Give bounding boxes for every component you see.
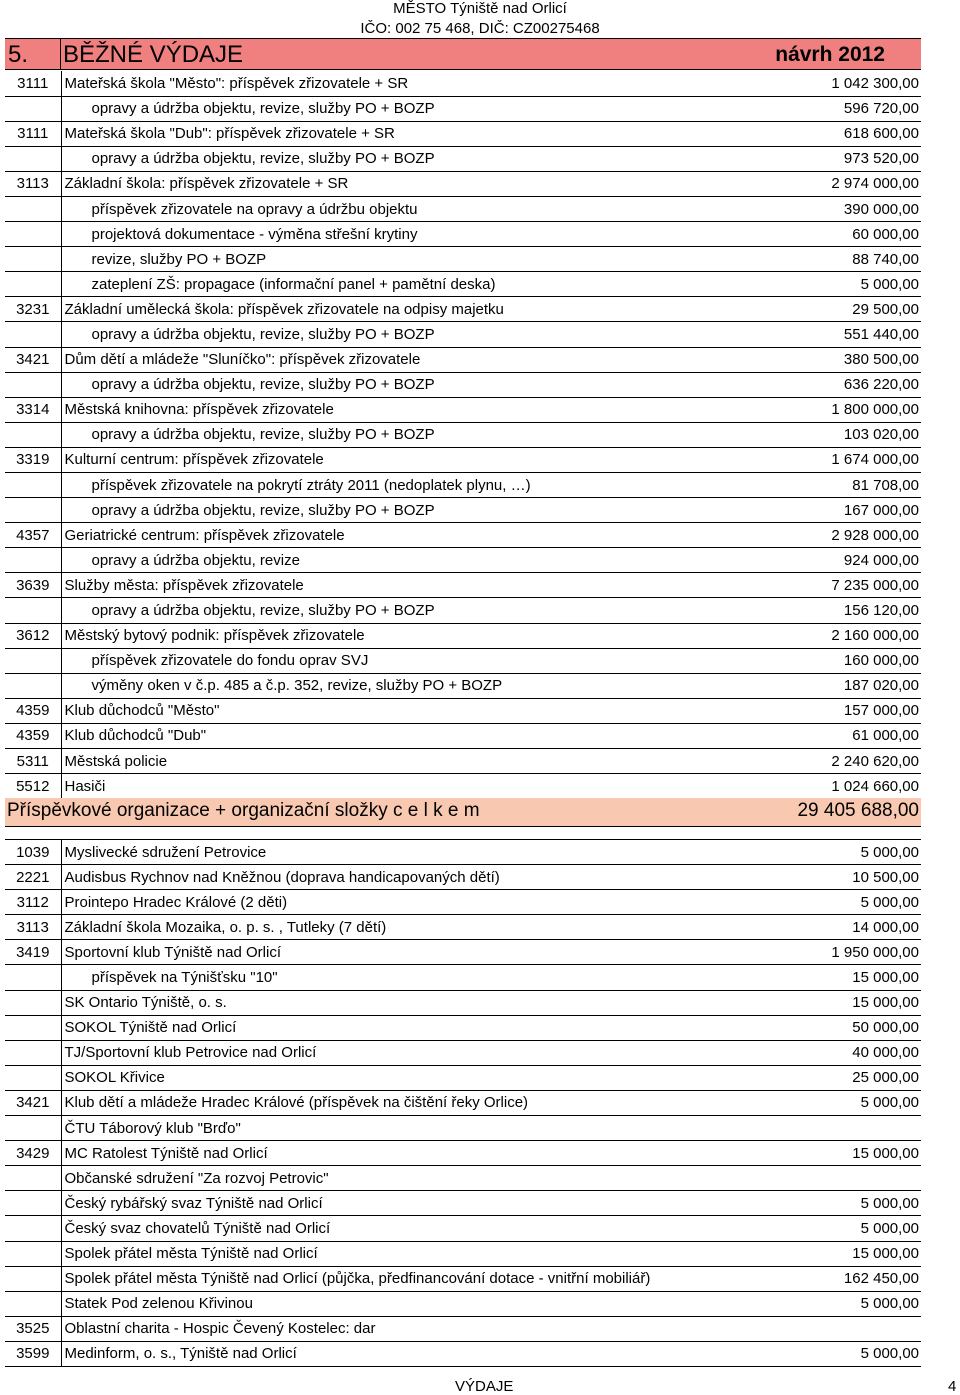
row-text: ČTU Táborový klub "Brďo" — [61, 1116, 711, 1141]
row-text: příspěvek zřizovatele do fondu oprav SVJ — [61, 648, 711, 673]
row-text: Klub dětí a mládeže Hradec Králové (příspěvek na čištění řeky Orlice) — [61, 1090, 711, 1115]
page-number: 4 — [948, 1378, 957, 1395]
table-row — [5, 146, 921, 171]
row-value: 390 000,00 — [711, 196, 921, 221]
row-value: 636 220,00 — [711, 372, 921, 397]
table-row — [5, 673, 921, 698]
table-row — [5, 1341, 921, 1366]
row-value: 103 020,00 — [711, 422, 921, 447]
row-value: 2 160 000,00 — [711, 623, 921, 648]
row-value — [711, 1316, 921, 1341]
row-code: 3231 — [5, 297, 61, 322]
row-text: příspěvek zřizovatele na opravy a údržbu objektu — [61, 196, 711, 221]
table-row — [5, 447, 921, 472]
row-code — [5, 372, 61, 397]
row-text: Městský bytový podnik: příspěvek zřizovatele — [61, 623, 711, 648]
row-code: 5311 — [5, 749, 61, 774]
row-value: 187 020,00 — [711, 673, 921, 698]
row-code: 3111 — [5, 121, 61, 146]
table-row — [5, 965, 921, 990]
table-row — [5, 121, 921, 146]
row-text: SOKOL Křivice — [61, 1065, 711, 1090]
row-text: SOKOL Týniště nad Orlicí — [61, 1015, 711, 1040]
section-title-bar — [5, 38, 921, 70]
section-number: 5. — [8, 41, 29, 68]
row-text: Městská policie — [61, 749, 711, 774]
row-code — [5, 598, 61, 623]
row-text: Český rybářský svaz Týniště nad Orlicí — [61, 1191, 711, 1216]
table-row — [5, 523, 921, 548]
row-code — [5, 196, 61, 221]
row-text: Služby města: příspěvek zřizovatele — [61, 573, 711, 598]
row-code: 3639 — [5, 573, 61, 598]
row-code — [5, 965, 61, 990]
table-row — [5, 623, 921, 648]
row-code: 3112 — [5, 890, 61, 915]
row-text: opravy a údržba objektu, revize, služby PO + BOZP — [61, 146, 711, 171]
row-code — [5, 272, 61, 297]
row-text: Základní umělecká škola: příspěvek zřizovatele na odpisy majetku — [61, 297, 711, 322]
row-code — [5, 1065, 61, 1090]
row-value: 1 042 300,00 — [711, 71, 921, 96]
row-value: 5 000,00 — [711, 1291, 921, 1316]
row-code: 3113 — [5, 171, 61, 196]
row-text: Dům dětí a mládeže "Sluníčko": příspěvek zřizovatele — [61, 347, 711, 372]
row-value: 2 240 620,00 — [711, 749, 921, 774]
row-value: 29 500,00 — [711, 297, 921, 322]
table-row — [5, 71, 921, 96]
row-value: 1 674 000,00 — [711, 447, 921, 472]
row-code — [5, 1015, 61, 1040]
contributions-table — [5, 71, 921, 799]
table-row — [5, 322, 921, 347]
row-text: Prointepo Hradec Králové (2 děti) — [61, 890, 711, 915]
row-value — [711, 1116, 921, 1141]
row-value: 88 740,00 — [711, 247, 921, 272]
table-row — [5, 171, 921, 196]
row-value: 25 000,00 — [711, 1065, 921, 1090]
row-value: 973 520,00 — [711, 146, 921, 171]
table-row — [5, 222, 921, 247]
table-row — [5, 397, 921, 422]
row-value: 50 000,00 — [711, 1015, 921, 1040]
row-text: opravy a údržba objektu, revize, služby PO + BOZP — [61, 322, 711, 347]
year-label: návrh 2012 — [775, 43, 885, 66]
row-text: MC Ratolest Týniště nad Orlicí — [61, 1141, 711, 1166]
row-code: 4359 — [5, 723, 61, 748]
table-row — [5, 915, 921, 940]
table-row — [5, 96, 921, 121]
row-value: 61 000,00 — [711, 723, 921, 748]
row-text: Myslivecké sdružení Petrovice — [61, 840, 711, 865]
table-row — [5, 1266, 921, 1291]
row-code: 3421 — [5, 347, 61, 372]
table-row — [5, 1316, 921, 1341]
row-text: Český svaz chovatelů Týniště nad Orlicí — [61, 1216, 711, 1241]
row-value: 160 000,00 — [711, 648, 921, 673]
row-code — [5, 548, 61, 573]
total-row — [5, 798, 921, 827]
table-row — [5, 422, 921, 447]
row-value: 10 500,00 — [711, 865, 921, 890]
row-text: SK Ontario Týniště, o. s. — [61, 990, 711, 1015]
row-value: 5 000,00 — [711, 272, 921, 297]
row-code: 3599 — [5, 1341, 61, 1366]
table-row — [5, 247, 921, 272]
row-value: 924 000,00 — [711, 548, 921, 573]
row-value — [711, 1166, 921, 1191]
table-row — [5, 865, 921, 890]
row-text: Medinform, o. s., Týniště nad Orlicí — [61, 1341, 711, 1366]
row-text: opravy a údržba objektu, revize, služby PO + BOZP — [61, 96, 711, 121]
row-code: 3429 — [5, 1141, 61, 1166]
row-text: Kulturní centrum: příspěvek zřizovatele — [61, 447, 711, 472]
row-code — [5, 1266, 61, 1291]
row-code: 3319 — [5, 447, 61, 472]
row-value: 2 928 000,00 — [711, 523, 921, 548]
row-text: TJ/Sportovní klub Petrovice nad Orlicí — [61, 1040, 711, 1065]
row-code — [5, 322, 61, 347]
row-value: 7 235 000,00 — [711, 573, 921, 598]
row-text: opravy a údržba objektu, revize — [61, 548, 711, 573]
row-code — [5, 1241, 61, 1266]
row-value: 1 950 000,00 — [711, 940, 921, 965]
row-text: opravy a údržba objektu, revize, služby PO + BOZP — [61, 498, 711, 523]
table-row — [5, 548, 921, 573]
table-row — [5, 698, 921, 723]
row-code — [5, 247, 61, 272]
row-text: Spolek přátel města Týniště nad Orlicí — [61, 1241, 711, 1266]
row-code — [5, 498, 61, 523]
row-text: příspěvek zřizovatele na pokrytí ztráty 2011 (nedoplatek plynu, …) — [61, 473, 711, 498]
row-code: 4357 — [5, 523, 61, 548]
row-value: 5 000,00 — [711, 1216, 921, 1241]
table-row — [5, 473, 921, 498]
row-text: opravy a údržba objektu, revize, služby PO + BOZP — [61, 422, 711, 447]
row-value: 15 000,00 — [711, 1141, 921, 1166]
row-text: Spolek přátel města Týniště nad Orlicí (půjčka, předfinancování dotace - vnitřní mobiliář) — [61, 1266, 711, 1291]
table-row — [5, 1141, 921, 1166]
ids-header: IČO: 002 75 468, DIČ: CZ00275468 — [360, 20, 600, 37]
row-text: projektová dokumentace - výměna střešní krytiny — [61, 222, 711, 247]
row-value: 380 500,00 — [711, 347, 921, 372]
section-title: BĚŽNÉ VÝDAJE — [63, 41, 244, 68]
table-row — [5, 749, 921, 774]
row-value: 156 120,00 — [711, 598, 921, 623]
row-code — [5, 96, 61, 121]
table-row — [5, 774, 921, 799]
row-code: 3111 — [5, 71, 61, 96]
row-code: 4359 — [5, 698, 61, 723]
grants-table — [5, 839, 921, 1367]
row-value: 5 000,00 — [711, 1341, 921, 1366]
row-code — [5, 473, 61, 498]
row-code — [5, 1291, 61, 1316]
row-code: 3419 — [5, 940, 61, 965]
row-value: 5 000,00 — [711, 890, 921, 915]
table-row — [5, 1241, 921, 1266]
table-row — [5, 1116, 921, 1141]
row-value: 157 000,00 — [711, 698, 921, 723]
row-code: 3314 — [5, 397, 61, 422]
row-value: 15 000,00 — [711, 965, 921, 990]
table-row — [5, 498, 921, 523]
row-value: 40 000,00 — [711, 1040, 921, 1065]
row-value: 5 000,00 — [711, 1090, 921, 1115]
row-value: 60 000,00 — [711, 222, 921, 247]
row-code — [5, 1191, 61, 1216]
row-text: Sportovní klub Týniště nad Orlicí — [61, 940, 711, 965]
row-text: Občanské sdružení "Za rozvoj Petrovic" — [61, 1166, 711, 1191]
row-text: Oblastní charita - Hospic Čevený Kostelec: dar — [61, 1316, 711, 1341]
row-text: opravy a údržba objektu, revize, služby PO + BOZP — [61, 372, 711, 397]
row-text: Klub důchodců "Město" — [61, 698, 711, 723]
row-code: 3113 — [5, 915, 61, 940]
footer-label: VÝDAJE — [455, 1378, 514, 1395]
total-label: Příspěvkové organizace + organizační složky c e l k e m — [7, 800, 480, 821]
row-value: 596 720,00 — [711, 96, 921, 121]
row-code — [5, 1040, 61, 1065]
row-text: Městská knihovna: příspěvek zřizovatele — [61, 397, 711, 422]
row-value: 15 000,00 — [711, 1241, 921, 1266]
row-text: Základní škola Mozaika, o. p. s. , Tutleky (7 dětí) — [61, 915, 711, 940]
table-row — [5, 573, 921, 598]
row-value: 167 000,00 — [711, 498, 921, 523]
row-value: 618 600,00 — [711, 121, 921, 146]
row-text: Mateřská škola "Město": příspěvek zřizovatele + SR — [61, 71, 711, 96]
row-text: Audisbus Rychnov nad Kněžnou (doprava handicapovaných dětí) — [61, 865, 711, 890]
title-divider — [60, 39, 61, 69]
total-value: 29 405 688,00 — [797, 800, 919, 821]
table-row — [5, 1065, 921, 1090]
row-code — [5, 146, 61, 171]
row-code — [5, 648, 61, 673]
table-row — [5, 648, 921, 673]
row-code: 1039 — [5, 840, 61, 865]
row-code: 3421 — [5, 1090, 61, 1115]
row-value: 5 000,00 — [711, 840, 921, 865]
row-code — [5, 422, 61, 447]
row-code — [5, 222, 61, 247]
table-row — [5, 990, 921, 1015]
row-code: 3612 — [5, 623, 61, 648]
row-code — [5, 1116, 61, 1141]
row-value: 551 440,00 — [711, 322, 921, 347]
row-text: Statek Pod zelenou Křivinou — [61, 1291, 711, 1316]
table-row — [5, 940, 921, 965]
table-row — [5, 890, 921, 915]
row-text: výměny oken v č.p. 485 a č.p. 352, revize, služby PO + BOZP — [61, 673, 711, 698]
row-value: 15 000,00 — [711, 990, 921, 1015]
row-text: Geriatrické centrum: příspěvek zřizovatele — [61, 523, 711, 548]
row-text: zateplení ZŠ: propagace (informační panel + pamětní deska) — [61, 272, 711, 297]
row-code — [5, 673, 61, 698]
table-row — [5, 598, 921, 623]
row-code: 5512 — [5, 774, 61, 799]
table-row — [5, 297, 921, 322]
row-value: 5 000,00 — [711, 1191, 921, 1216]
table-row — [5, 347, 921, 372]
row-text: revize, služby PO + BOZP — [61, 247, 711, 272]
row-code: 2221 — [5, 865, 61, 890]
table-row — [5, 1040, 921, 1065]
row-value: 2 974 000,00 — [711, 171, 921, 196]
table-row — [5, 372, 921, 397]
row-code — [5, 1166, 61, 1191]
row-text: Mateřská škola "Dub": příspěvek zřizovatele + SR — [61, 121, 711, 146]
row-value: 81 708,00 — [711, 473, 921, 498]
table-row — [5, 1216, 921, 1241]
table-row — [5, 840, 921, 865]
row-value: 14 000,00 — [711, 915, 921, 940]
table-row — [5, 1015, 921, 1040]
row-text: příspěvek na Týnišťsku "10" — [61, 965, 711, 990]
table-row — [5, 1291, 921, 1316]
table-row — [5, 1166, 921, 1191]
table-row — [5, 723, 921, 748]
row-value: 1 024 660,00 — [711, 774, 921, 799]
row-text: opravy a údržba objektu, revize, služby PO + BOZP — [61, 598, 711, 623]
row-value: 162 450,00 — [711, 1266, 921, 1291]
table-row — [5, 196, 921, 221]
row-code — [5, 990, 61, 1015]
row-text: Základní škola: příspěvek zřizovatele + SR — [61, 171, 711, 196]
row-code — [5, 1216, 61, 1241]
table-row — [5, 272, 921, 297]
row-text: Hasiči — [61, 774, 711, 799]
table-row — [5, 1090, 921, 1115]
row-value: 1 800 000,00 — [711, 397, 921, 422]
city-header: MĚSTO Týniště nad Orlicí — [393, 0, 567, 17]
row-text: Klub důchodců "Dub" — [61, 723, 711, 748]
row-code: 3525 — [5, 1316, 61, 1341]
table-row — [5, 1191, 921, 1216]
